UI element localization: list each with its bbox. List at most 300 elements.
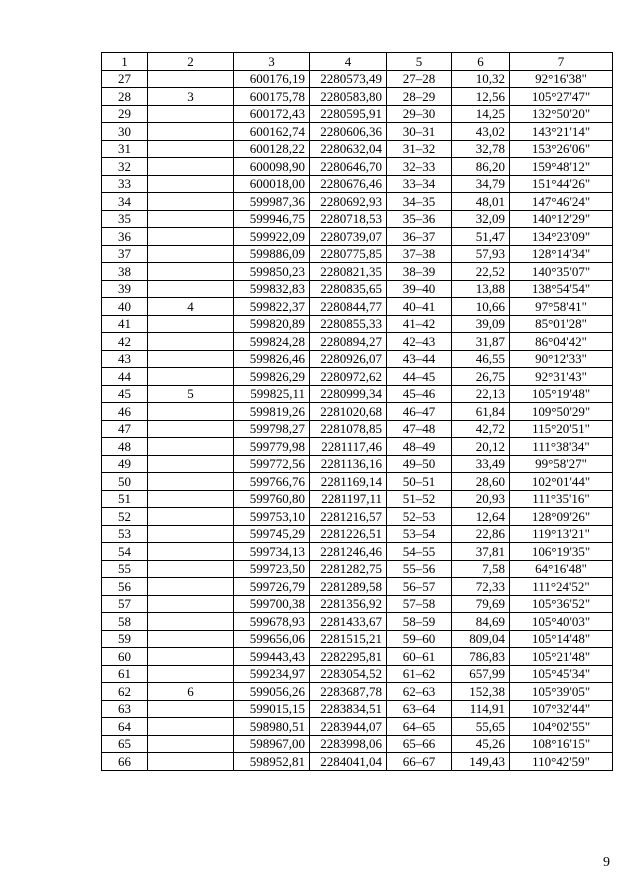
angle-cell: 111°35'16"	[510, 490, 613, 508]
table-row	[102, 508, 613, 526]
point-number-cell: 66	[102, 753, 148, 771]
y-coordinate-cell: 2280835,65	[310, 280, 387, 298]
segment-cell: 54–55	[387, 543, 452, 561]
point-number-cell: 54	[102, 543, 148, 561]
y-coordinate-cell: 2282295,81	[310, 648, 387, 666]
point-number-cell: 30	[102, 123, 148, 141]
header-cell: 1	[102, 53, 148, 71]
segment-cell: 45–46	[387, 385, 452, 403]
angle-cell: 85°01'28"	[510, 315, 613, 333]
x-coordinate-cell: 600175,78	[234, 88, 310, 106]
x-coordinate-cell: 599922,09	[234, 228, 310, 246]
group-cell	[148, 455, 234, 473]
x-coordinate-cell: 599825,11	[234, 385, 310, 403]
angle-cell: 138°54'54"	[510, 280, 613, 298]
distance-cell: 12,56	[452, 88, 510, 106]
segment-cell: 39–40	[387, 280, 452, 298]
segment-cell: 38–39	[387, 263, 452, 281]
group-cell	[148, 753, 234, 771]
point-number-cell: 42	[102, 333, 148, 351]
y-coordinate-cell: 2283998,06	[310, 735, 387, 753]
group-cell	[148, 665, 234, 683]
angle-cell: 105°19'48"	[510, 385, 613, 403]
y-coordinate-cell: 2281117,46	[310, 438, 387, 456]
group-cell	[148, 700, 234, 718]
y-coordinate-cell: 2280894,27	[310, 333, 387, 351]
distance-cell: 37,81	[452, 543, 510, 561]
y-coordinate-cell: 2284041,04	[310, 753, 387, 771]
distance-cell: 13,88	[452, 280, 510, 298]
group-cell	[148, 158, 234, 176]
x-coordinate-cell: 599779,98	[234, 438, 310, 456]
segment-cell: 35–36	[387, 210, 452, 228]
group-cell	[148, 315, 234, 333]
table-row	[102, 473, 613, 491]
distance-cell: 72,33	[452, 578, 510, 596]
table-row	[102, 70, 613, 88]
table-row	[102, 175, 613, 193]
table-row	[102, 140, 613, 158]
x-coordinate-cell: 600162,74	[234, 123, 310, 141]
point-number-cell: 53	[102, 525, 148, 543]
x-coordinate-cell: 599734,13	[234, 543, 310, 561]
x-coordinate-cell: 598952,81	[234, 753, 310, 771]
y-coordinate-cell: 2281136,16	[310, 455, 387, 473]
x-coordinate-cell: 599723,50	[234, 560, 310, 578]
point-number-cell: 45	[102, 385, 148, 403]
point-number-cell: 50	[102, 473, 148, 491]
angle-cell: 151°44'26"	[510, 175, 613, 193]
segment-cell: 55–56	[387, 560, 452, 578]
segment-cell: 29–30	[387, 105, 452, 123]
group-cell	[148, 333, 234, 351]
x-coordinate-cell: 599656,06	[234, 630, 310, 648]
table-header-row	[102, 53, 613, 71]
y-coordinate-cell: 2281356,92	[310, 595, 387, 613]
angle-cell: 90°12'33"	[510, 350, 613, 368]
group-cell	[148, 193, 234, 211]
x-coordinate-cell: 599745,29	[234, 525, 310, 543]
table-row	[102, 735, 613, 753]
distance-cell: 12,64	[452, 508, 510, 526]
group-cell	[148, 245, 234, 263]
y-coordinate-cell: 2281282,75	[310, 560, 387, 578]
segment-cell: 65–66	[387, 735, 452, 753]
point-number-cell: 32	[102, 158, 148, 176]
point-number-cell: 43	[102, 350, 148, 368]
segment-cell: 30–31	[387, 123, 452, 141]
segment-cell: 61–62	[387, 665, 452, 683]
point-number-cell: 51	[102, 490, 148, 508]
segment-cell: 37–38	[387, 245, 452, 263]
header-cell: 7	[510, 53, 613, 71]
x-coordinate-cell: 600172,43	[234, 105, 310, 123]
x-coordinate-cell: 600018,00	[234, 175, 310, 193]
coordinates-table	[101, 52, 613, 771]
distance-cell: 22,52	[452, 263, 510, 281]
angle-cell: 105°40'03"	[510, 613, 613, 631]
point-number-cell: 38	[102, 263, 148, 281]
group-cell	[148, 560, 234, 578]
y-coordinate-cell: 2280739,07	[310, 228, 387, 246]
distance-cell: 33,49	[452, 455, 510, 473]
distance-cell: 152,38	[452, 683, 510, 701]
table-row	[102, 455, 613, 473]
group-cell	[148, 735, 234, 753]
segment-cell: 62–63	[387, 683, 452, 701]
x-coordinate-cell: 599015,15	[234, 700, 310, 718]
table-row	[102, 560, 613, 578]
angle-cell: 102°01'44"	[510, 473, 613, 491]
distance-cell: 786,83	[452, 648, 510, 666]
x-coordinate-cell: 599798,27	[234, 420, 310, 438]
point-number-cell: 31	[102, 140, 148, 158]
group-cell	[148, 613, 234, 631]
y-coordinate-cell: 2281289,58	[310, 578, 387, 596]
segment-cell: 59–60	[387, 630, 452, 648]
distance-cell: 32,09	[452, 210, 510, 228]
angle-cell: 64°16'48"	[510, 560, 613, 578]
point-number-cell: 36	[102, 228, 148, 246]
table-row	[102, 280, 613, 298]
segment-cell: 66–67	[387, 753, 452, 771]
segment-cell: 60–61	[387, 648, 452, 666]
group-cell	[148, 648, 234, 666]
segment-cell: 32–33	[387, 158, 452, 176]
distance-cell: 45,26	[452, 735, 510, 753]
y-coordinate-cell: 2280821,35	[310, 263, 387, 281]
distance-cell: 10,66	[452, 298, 510, 316]
y-coordinate-cell: 2280775,85	[310, 245, 387, 263]
header-cell: 4	[310, 53, 387, 71]
table-row	[102, 210, 613, 228]
distance-cell: 22,86	[452, 525, 510, 543]
page-number: 9	[603, 855, 610, 870]
table-row	[102, 665, 613, 683]
y-coordinate-cell: 2283944,07	[310, 718, 387, 736]
table-row	[102, 438, 613, 456]
y-coordinate-cell: 2281020,68	[310, 403, 387, 421]
x-coordinate-cell: 599946,75	[234, 210, 310, 228]
segment-cell: 63–64	[387, 700, 452, 718]
y-coordinate-cell: 2281246,46	[310, 543, 387, 561]
y-coordinate-cell: 2280595,91	[310, 105, 387, 123]
segment-cell: 46–47	[387, 403, 452, 421]
distance-cell: 809,04	[452, 630, 510, 648]
group-cell	[148, 105, 234, 123]
angle-cell: 99°58'27"	[510, 455, 613, 473]
point-number-cell: 27	[102, 70, 148, 88]
x-coordinate-cell: 600176,19	[234, 70, 310, 88]
segment-cell: 44–45	[387, 368, 452, 386]
distance-cell: 43,02	[452, 123, 510, 141]
angle-cell: 92°31'43"	[510, 368, 613, 386]
segment-cell: 28–29	[387, 88, 452, 106]
x-coordinate-cell: 599726,79	[234, 578, 310, 596]
table-row	[102, 123, 613, 141]
segment-cell: 64–65	[387, 718, 452, 736]
point-number-cell: 33	[102, 175, 148, 193]
point-number-cell: 40	[102, 298, 148, 316]
distance-cell: 28,60	[452, 473, 510, 491]
segment-cell: 47–48	[387, 420, 452, 438]
header-cell: 6	[452, 53, 510, 71]
x-coordinate-cell: 599987,36	[234, 193, 310, 211]
x-coordinate-cell: 599832,83	[234, 280, 310, 298]
table-row	[102, 490, 613, 508]
distance-cell: 114,91	[452, 700, 510, 718]
y-coordinate-cell: 2280646,70	[310, 158, 387, 176]
point-number-cell: 60	[102, 648, 148, 666]
y-coordinate-cell: 2281216,57	[310, 508, 387, 526]
point-number-cell: 35	[102, 210, 148, 228]
angle-cell: 105°39'05"	[510, 683, 613, 701]
angle-cell: 108°16'15"	[510, 735, 613, 753]
segment-cell: 50–51	[387, 473, 452, 491]
y-coordinate-cell: 2280999,34	[310, 385, 387, 403]
angle-cell: 86°04'42"	[510, 333, 613, 351]
x-coordinate-cell: 599753,10	[234, 508, 310, 526]
x-coordinate-cell: 599824,28	[234, 333, 310, 351]
group-cell	[148, 543, 234, 561]
y-coordinate-cell: 2281433,67	[310, 613, 387, 631]
table-row	[102, 403, 613, 421]
distance-cell: 42,72	[452, 420, 510, 438]
group-cell	[148, 210, 234, 228]
segment-cell: 48–49	[387, 438, 452, 456]
table-row	[102, 578, 613, 596]
angle-cell: 128°14'34"	[510, 245, 613, 263]
angle-cell: 105°36'52"	[510, 595, 613, 613]
segment-cell: 27–28	[387, 70, 452, 88]
y-coordinate-cell: 2280676,46	[310, 175, 387, 193]
table-row	[102, 88, 613, 106]
point-number-cell: 65	[102, 735, 148, 753]
point-number-cell: 52	[102, 508, 148, 526]
table-row	[102, 683, 613, 701]
segment-cell: 43–44	[387, 350, 452, 368]
segment-cell: 51–52	[387, 490, 452, 508]
group-cell	[148, 508, 234, 526]
angle-cell: 111°24'52"	[510, 578, 613, 596]
angle-cell: 106°19'35"	[510, 543, 613, 561]
distance-cell: 61,84	[452, 403, 510, 421]
y-coordinate-cell: 2280606,36	[310, 123, 387, 141]
group-cell	[148, 175, 234, 193]
x-coordinate-cell: 599678,93	[234, 613, 310, 631]
table-row	[102, 245, 613, 263]
header-cell: 5	[387, 53, 452, 71]
x-coordinate-cell: 599820,89	[234, 315, 310, 333]
point-number-cell: 62	[102, 683, 148, 701]
group-cell: 6	[148, 683, 234, 701]
point-number-cell: 29	[102, 105, 148, 123]
angle-cell: 153°26'06"	[510, 140, 613, 158]
angle-cell: 105°14'48"	[510, 630, 613, 648]
table-row	[102, 630, 613, 648]
group-cell: 5	[148, 385, 234, 403]
table-row	[102, 753, 613, 771]
group-cell	[148, 140, 234, 158]
group-cell	[148, 368, 234, 386]
distance-cell: 86,20	[452, 158, 510, 176]
angle-cell: 140°35'07"	[510, 263, 613, 281]
segment-cell: 34–35	[387, 193, 452, 211]
point-number-cell: 55	[102, 560, 148, 578]
distance-cell: 84,69	[452, 613, 510, 631]
table-row	[102, 648, 613, 666]
y-coordinate-cell: 2283054,52	[310, 665, 387, 683]
distance-cell: 20,93	[452, 490, 510, 508]
angle-cell: 143°21'14"	[510, 123, 613, 141]
y-coordinate-cell: 2280718,53	[310, 210, 387, 228]
y-coordinate-cell: 2280855,33	[310, 315, 387, 333]
segment-cell: 40–41	[387, 298, 452, 316]
point-number-cell: 63	[102, 700, 148, 718]
table-row	[102, 333, 613, 351]
angle-cell: 115°20'51"	[510, 420, 613, 438]
distance-cell: 26,75	[452, 368, 510, 386]
x-coordinate-cell: 599850,23	[234, 263, 310, 281]
x-coordinate-cell: 599819,26	[234, 403, 310, 421]
distance-cell: 22,13	[452, 385, 510, 403]
group-cell	[148, 403, 234, 421]
point-number-cell: 61	[102, 665, 148, 683]
x-coordinate-cell: 599826,29	[234, 368, 310, 386]
y-coordinate-cell: 2281226,51	[310, 525, 387, 543]
segment-cell: 42–43	[387, 333, 452, 351]
distance-cell: 32,78	[452, 140, 510, 158]
group-cell	[148, 228, 234, 246]
y-coordinate-cell: 2280573,49	[310, 70, 387, 88]
group-cell	[148, 490, 234, 508]
table-row	[102, 368, 613, 386]
y-coordinate-cell: 2280972,62	[310, 368, 387, 386]
group-cell	[148, 473, 234, 491]
segment-cell: 57–58	[387, 595, 452, 613]
y-coordinate-cell: 2283834,51	[310, 700, 387, 718]
x-coordinate-cell: 598967,00	[234, 735, 310, 753]
group-cell	[148, 350, 234, 368]
angle-cell: 111°38'34"	[510, 438, 613, 456]
distance-cell: 79,69	[452, 595, 510, 613]
point-number-cell: 37	[102, 245, 148, 263]
distance-cell: 34,79	[452, 175, 510, 193]
distance-cell: 57,93	[452, 245, 510, 263]
point-number-cell: 44	[102, 368, 148, 386]
group-cell: 4	[148, 298, 234, 316]
table-row	[102, 525, 613, 543]
group-cell	[148, 70, 234, 88]
group-cell	[148, 718, 234, 736]
point-number-cell: 48	[102, 438, 148, 456]
point-number-cell: 28	[102, 88, 148, 106]
segment-cell: 33–34	[387, 175, 452, 193]
angle-cell: 105°45'34"	[510, 665, 613, 683]
group-cell	[148, 263, 234, 281]
y-coordinate-cell: 2280692,93	[310, 193, 387, 211]
x-coordinate-cell: 600128,22	[234, 140, 310, 158]
point-number-cell: 57	[102, 595, 148, 613]
segment-cell: 56–57	[387, 578, 452, 596]
table-body	[102, 53, 613, 771]
x-coordinate-cell: 599822,37	[234, 298, 310, 316]
angle-cell: 92°16'38"	[510, 70, 613, 88]
table-row	[102, 595, 613, 613]
distance-cell: 46,55	[452, 350, 510, 368]
group-cell	[148, 595, 234, 613]
angle-cell: 128°09'26"	[510, 508, 613, 526]
x-coordinate-cell: 599443,43	[234, 648, 310, 666]
distance-cell: 657,99	[452, 665, 510, 683]
segment-cell: 36–37	[387, 228, 452, 246]
y-coordinate-cell: 2280583,80	[310, 88, 387, 106]
y-coordinate-cell: 2280844,77	[310, 298, 387, 316]
group-cell	[148, 525, 234, 543]
table-row	[102, 298, 613, 316]
distance-cell: 39,09	[452, 315, 510, 333]
segment-cell: 31–32	[387, 140, 452, 158]
angle-cell: 109°50'29"	[510, 403, 613, 421]
header-cell: 2	[148, 53, 234, 71]
angle-cell: 140°12'29"	[510, 210, 613, 228]
table-row	[102, 105, 613, 123]
x-coordinate-cell: 599760,80	[234, 490, 310, 508]
group-cell	[148, 420, 234, 438]
x-coordinate-cell: 598980,51	[234, 718, 310, 736]
group-cell	[148, 280, 234, 298]
angle-cell: 105°21'48"	[510, 648, 613, 666]
distance-cell: 20,12	[452, 438, 510, 456]
y-coordinate-cell: 2280632,04	[310, 140, 387, 158]
point-number-cell: 46	[102, 403, 148, 421]
group-cell	[148, 123, 234, 141]
group-cell	[148, 578, 234, 596]
point-number-cell: 58	[102, 613, 148, 631]
x-coordinate-cell: 600098,90	[234, 158, 310, 176]
table-row	[102, 263, 613, 281]
distance-cell: 10,32	[452, 70, 510, 88]
segment-cell: 41–42	[387, 315, 452, 333]
segment-cell: 58–59	[387, 613, 452, 631]
point-number-cell: 39	[102, 280, 148, 298]
table-row	[102, 385, 613, 403]
table-row	[102, 543, 613, 561]
table-row	[102, 700, 613, 718]
point-number-cell: 64	[102, 718, 148, 736]
x-coordinate-cell: 599234,97	[234, 665, 310, 683]
segment-cell: 53–54	[387, 525, 452, 543]
y-coordinate-cell: 2281078,85	[310, 420, 387, 438]
table-row	[102, 315, 613, 333]
angle-cell: 105°27'47"	[510, 88, 613, 106]
point-number-cell: 59	[102, 630, 148, 648]
segment-cell: 52–53	[387, 508, 452, 526]
x-coordinate-cell: 599886,09	[234, 245, 310, 263]
x-coordinate-cell: 599056,26	[234, 683, 310, 701]
angle-cell: 132°50'20"	[510, 105, 613, 123]
distance-cell: 14,25	[452, 105, 510, 123]
x-coordinate-cell: 599826,46	[234, 350, 310, 368]
point-number-cell: 47	[102, 420, 148, 438]
x-coordinate-cell: 599700,38	[234, 595, 310, 613]
table-row	[102, 158, 613, 176]
angle-cell: 97°58'41"	[510, 298, 613, 316]
distance-cell: 149,43	[452, 753, 510, 771]
distance-cell: 48,01	[452, 193, 510, 211]
point-number-cell: 56	[102, 578, 148, 596]
angle-cell: 110°42'59"	[510, 753, 613, 771]
